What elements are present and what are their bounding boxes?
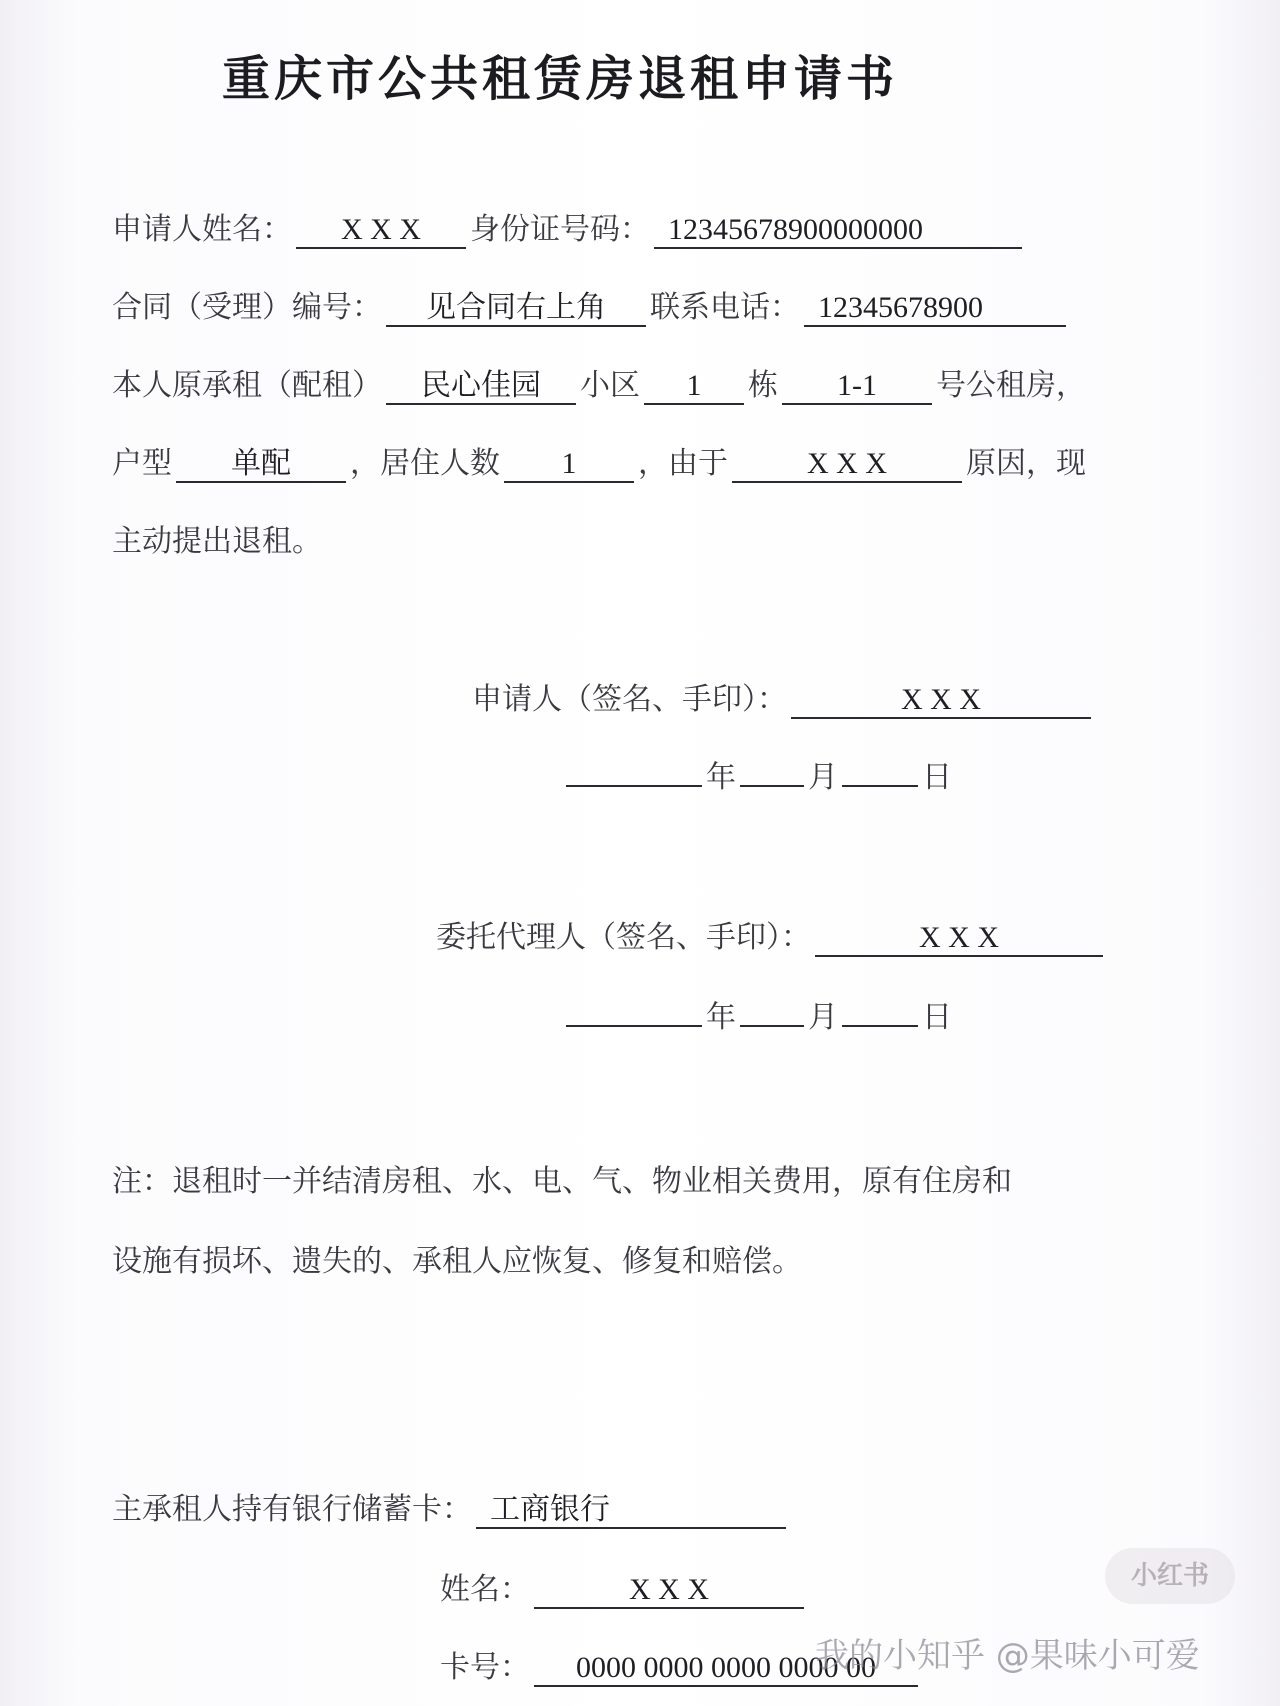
bank-card-label: 主承租人持有银行储蓄卡： [112, 1492, 472, 1527]
agent-date-row [562, 998, 952, 1038]
applicant-date-row [562, 758, 952, 798]
day-label: 日 [922, 1000, 952, 1035]
agent-year-field [566, 1025, 702, 1027]
reason-field: X X X [732, 447, 962, 483]
contract-number-field: 见合同右上角 [386, 291, 646, 327]
month-label: 月 [808, 760, 838, 795]
house-type-field: 单配 [176, 447, 346, 483]
community-suffix: 小区 [580, 368, 640, 403]
applicant-name-label: 申请人姓名： [112, 212, 292, 247]
document-title: 重庆市公共租赁房退租申请书 [222, 51, 899, 107]
reason-suffix: 原因，现 [966, 446, 1086, 481]
house-type-label: 户型 [112, 446, 172, 481]
phone-label: 联系电话： [650, 290, 800, 325]
housing-row [112, 366, 1086, 406]
building-suffix: 栋 [748, 368, 778, 403]
reason-label: ，由于 [638, 446, 728, 481]
bank-name-field: X X X [534, 1573, 804, 1609]
day-label: 日 [922, 760, 952, 795]
agent-month-field [740, 1025, 804, 1027]
note-line-1: 注：退租时一并结清房租、水、电、气、物业相关费用，原有住房和 [112, 1164, 1012, 1199]
applicant-year-field [566, 785, 702, 787]
agent-signature-field: X X X [815, 921, 1103, 957]
contract-number-label: 合同（受理）编号： [112, 290, 382, 325]
bank-name-row [440, 1570, 808, 1610]
building-field: 1 [644, 369, 744, 405]
residents-label: ，居住人数 [350, 446, 500, 481]
note-line-2: 设施有损坏、遗失的、承租人应恢复、修复和赔偿。 [112, 1244, 802, 1279]
card-number-label: 卡号： [440, 1650, 530, 1685]
applicant-signature-row [472, 680, 1095, 720]
housing-prefix: 本人原承租（配租） [112, 368, 382, 403]
bank-card-row [112, 1490, 790, 1530]
id-number-label: 身份证号码： [470, 212, 650, 247]
applicant-day-field [842, 785, 918, 787]
year-label: 年 [706, 1000, 736, 1035]
closing-line: 主动提出退租。 [112, 524, 322, 559]
applicant-row [112, 210, 1026, 250]
community-field: 民心佳园 [386, 369, 576, 405]
agent-signature-row [436, 918, 1107, 958]
applicant-signature-label: 申请人（签名、手印）： [472, 682, 787, 717]
agent-signature-label: 委托代理人（签名、手印）： [436, 920, 811, 955]
applicant-month-field [740, 785, 804, 787]
bank-name-label: 姓名： [440, 1572, 530, 1607]
unit-field: 1-1 [782, 369, 932, 405]
bank-card-field: 工商银行 [476, 1493, 786, 1529]
applicant-signature-field: X X X [791, 683, 1091, 719]
card-number-field: 0000 0000 0000 0000 00 [534, 1651, 918, 1687]
phone-field: 12345678900 [804, 291, 1066, 327]
agent-day-field [842, 1025, 918, 1027]
id-number-field: 12345678900000000 [654, 213, 1022, 249]
month-label: 月 [808, 1000, 838, 1035]
watermark-text: 我的小知乎 @果味小可爱 [815, 1636, 1200, 1676]
contract-row [112, 288, 1070, 328]
year-label: 年 [706, 760, 736, 795]
house-type-row [112, 444, 1086, 484]
xiaohongshu-badge: 小红书 [1105, 1548, 1235, 1604]
applicant-name-field: X X X [296, 213, 466, 249]
residents-field: 1 [504, 447, 634, 483]
unit-suffix: 号公租房， [936, 368, 1086, 403]
